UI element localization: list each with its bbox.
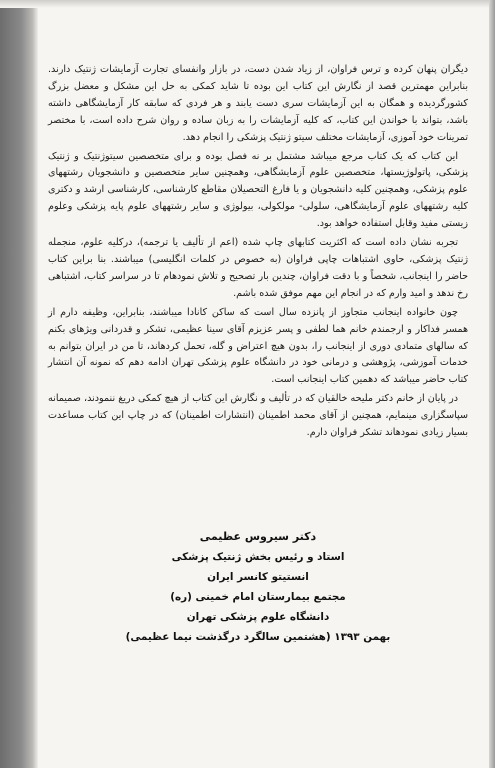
body-text: [48, 62, 468, 444]
author-hospital: مجتمع بیمارستان امام خمینی (ره): [170, 591, 346, 603]
paragraph-book-scope: این کتاب که یک کتاب مرجع میباشد مشتمل بر نه فصل بوده و برای متخصصین سیتوژنتیک و ژنتیک پزشکی، پاتولوژیستها، متخصصین علوم آزمایشگاهی، وهمچنین سایر متخصصین و دانشجویان رشتههای علوم پزشکی، وهمچنین کلیه دانشجویان و یا فارغ التحصیلان مقاطع کارشناسی، کارشناسی ارشد و دکتری کلیه رشتههای علوم آزمایشگاهی، سلولی- مولکولی، بیولوژی و سایر رشتههای علوم پایه پزشکی وعلوم زیستی مفید وقابل استفاده خواهد بود.: [48, 150, 468, 230]
top-scan-band: [0, 0, 495, 8]
author-signature: [48, 527, 468, 647]
binding-gutter: [0, 0, 38, 768]
author-name: دکتر سیروس عظیمی: [199, 530, 317, 543]
paragraph-family-thanks: چون خانواده اینجانب متجاوز از پانزده سال است که ساکن کانادا میباشند، بنابراین، وظیفه دارم از همسر فداکار و ارجمندم خانم هما لطفی و پسر عزیزم آقای سینا عظیمی، تشکر و قدردانی ویژهای بکنم که سالهای متمادی دوری از اینجانب را، بدون هیچ اعتراض و گله، تحمل کردهاند، تا من در ایران بتوانم به خدمات آموزشی، پژوهشی و درمانی خود در دانشگاه علوم پزشکی تهران ادامه دهم که نمونه آن انتشار کتاب حاضر میباشد که دهمین کتاب اینجانب است.: [48, 306, 468, 386]
page-edge-shadow: [489, 0, 495, 768]
paragraph-intro-continuation: دیگران پنهان کرده و ترس فراوان، از زیاد شدن دست، در بازار وانفسای تجارت آزمایشات ژنتیک دارند. بنابراین مهمترین قصد از نگارش این کتاب این بوده تا شاید کمکی به حل این مشکل و معضل بزرگ کشورگردیده و همگان به این آزمایشات سری دست یابند و هر فردی که سابقه کار آزمایشگاهی داشته باشد، بتواند با خواندن این کتاب، که کلیه آزمایشات را به زبان ساده و روان شرح داده است، با مختصر تمرینات خود آموزی، آزمایشات مختلف سیتو ژنتیک پزشکی را انجام دهد.: [48, 64, 468, 143]
author-institute: انستیتو کانسر ایران: [207, 571, 309, 583]
signature-date: بهمن ۱۳۹۳ (هشتمین سالگرد درگذشت نیما عظیمی): [125, 631, 391, 643]
paragraph-typo-correction: تجربه نشان داده است که اکثریت کتابهای چاپ شده (اعم از تألیف یا ترجمه)، درکلیه علوم، منجمله ژنتیک پزشکی، حاوی اشتباهات چاپی فراوان (به خصوص در کلمات انگلیسی) میباشند. بنا براین کتاب حاضر را اینجانب، شخصاً و با دقت فراوان، چندین بار تصحیح و تلاش نمودهام تا در سراسر کتاب، اشتباهی رخ ندهد و امید وارم که در انجام این مهم موفق شده باشم.: [48, 237, 468, 299]
paragraph-final-thanks: در پایان از خانم دکتر ملیحه خالقیان که در تألیف و نگارش این کتاب از هیچ کمکی دریغ ننمودند، صمیمانه سپاسگزاری مینمایم، همچنین از آقای محمد اطمینان (انتشارات اطمینان) که در چاپ این کتاب مساعدت بسیار زیادی نمودهاند تشکر فراوان دارم.: [48, 393, 468, 439]
author-university: دانشگاه علوم پزشکی تهران: [186, 611, 330, 623]
author-position: استاد و رئیس بخش ژنتیک پزشکی: [171, 551, 345, 563]
